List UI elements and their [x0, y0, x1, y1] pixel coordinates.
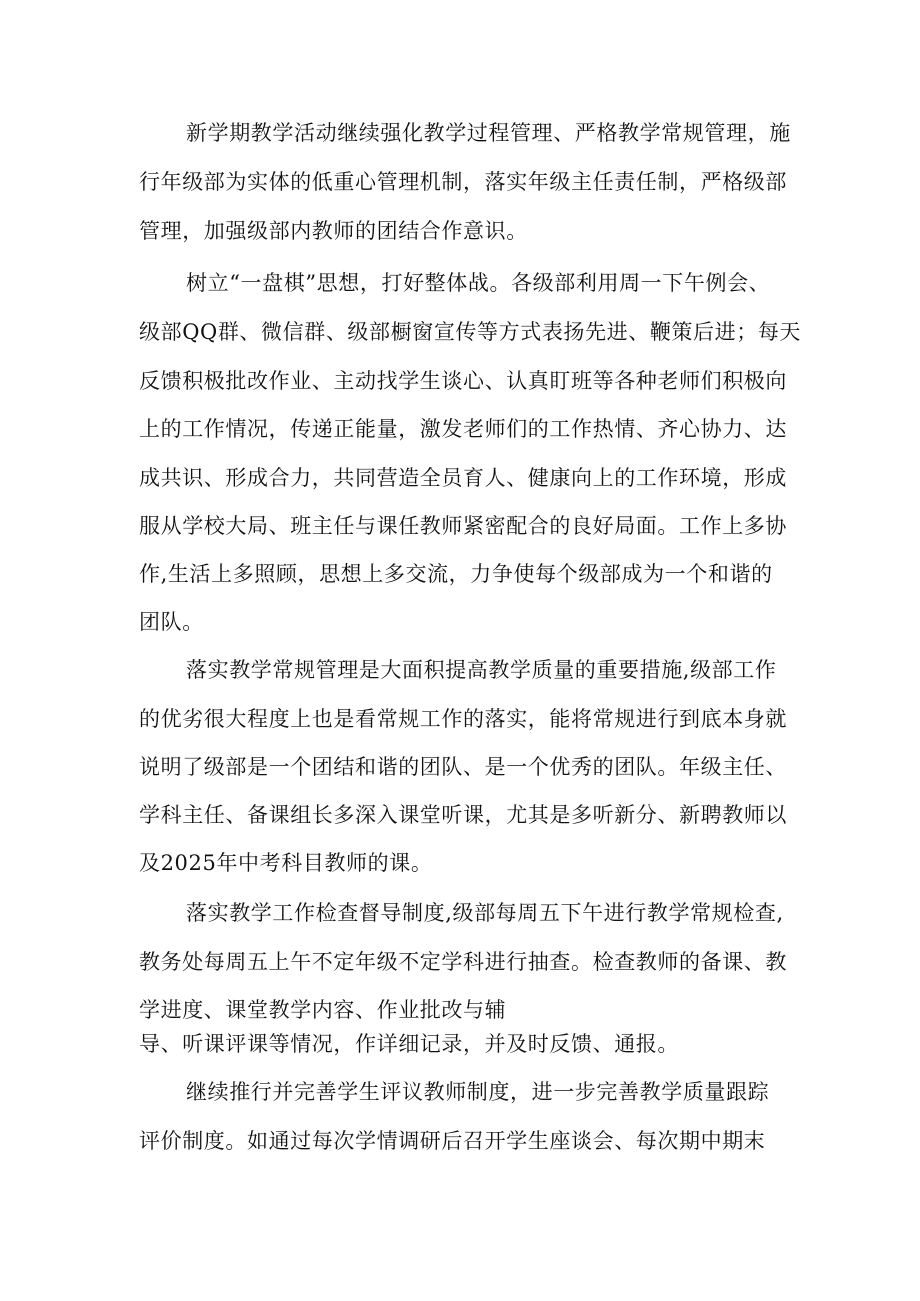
text-line: 树立“一盘棋”思想，打好整体战。各级部利用周一下午例会、 — [186, 271, 771, 295]
text-line: 的优劣很大程度上也是看常规工作的落实，能将常规进行到底本身就 — [139, 707, 787, 731]
text-line: 导、听课评课等情况，作详细记录，并及时反馈、通报。 — [139, 1032, 679, 1056]
text-line: 上的工作情况，传递正能量，激发老师们的工作热情、齐心协力、达 — [139, 417, 787, 441]
text-line: 继续推行并完善学生评议教师制度，进一步完善教学质量跟踪 — [186, 1080, 770, 1104]
text-line: 成共识、形成合力，共同营造全员育人、健康向上的工作环境，形成 — [139, 466, 787, 490]
text-line: 服从学校大局、班主任与课任教师紧密配合的良好局面。工作上多协 — [139, 514, 787, 538]
text-line: 新学期教学活动继续强化教学过程管理、严格教学常规管理，施 — [186, 121, 791, 145]
text-line: 落实教学常规管理是大面积提高教学质量的重要措施,级部工作 — [186, 658, 777, 682]
text-line: 教务处每周五上午不定年级不定学科进行抽查。检查教师的备课、教 — [139, 950, 787, 974]
text-line: 学进度、课堂教学内容、作业批改与辅 — [139, 998, 507, 1022]
text-line: 评价制度。如通过每次学情调研后召开学生座谈会、每次期中期末 — [139, 1129, 766, 1153]
text-line: 作,生活上多照顾，思想上多交流，力争使每个级部成为一个和谐的 — [139, 562, 773, 586]
text-line: 管理，加强级部内教师的团结合作意识。 — [139, 219, 528, 243]
text-line: 团队。 — [139, 610, 204, 634]
text-line: 级部QQ群、微信群、级部橱窗宣传等方式表扬先进、鞭策后进；每天 — [139, 320, 802, 344]
text-line: 落实教学工作检查督导制度,级部每周五下午进行教学常规检查, — [186, 901, 784, 925]
text-line: 行年级部为实体的低重心管理机制，落实年级主任责任制，严格级部 — [139, 170, 787, 194]
text-line: 学科主任、备课组长多深入课堂听课，尤其是多听新分、新聘教师以 — [139, 803, 787, 827]
text-line: 反馈积极批改作业、主动找学生谈心、认真盯班等各种老师们积极向 — [139, 369, 787, 393]
text-line: 及2025年中考科目教师的课。 — [139, 851, 433, 875]
text-line: 说明了级部是一个团结和谐的团队、是一个优秀的团队。年级主任、 — [139, 755, 787, 779]
